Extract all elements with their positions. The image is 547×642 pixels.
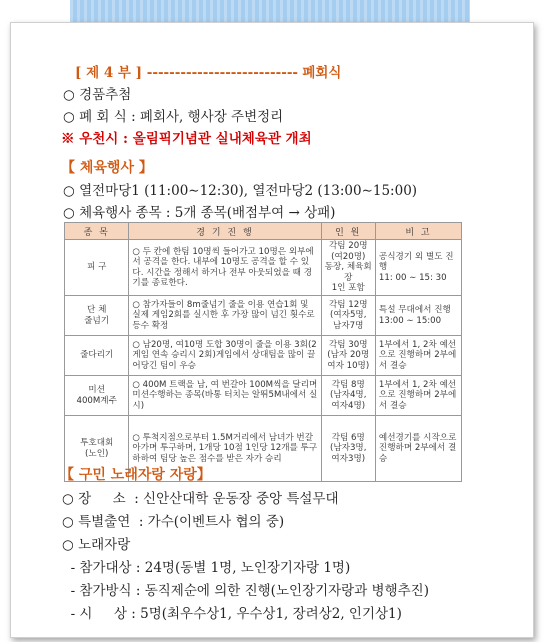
event-description: ○ 투척지점으로부터 1.5M거리에서 남녀가 번갈아가며 투구하며, 1개당 10점 1인당 12개를 투구하하여 팀당 높은 점수를 받은 자가 승리 (129, 416, 321, 482)
event-people: 각팀 30명 (남자 20명 여자 10명) (321, 336, 375, 376)
column-header: 경 기 진 행 (129, 223, 321, 240)
singing-item: ○ 특별출연 : 가수(이벤트사 협의 중) (62, 514, 285, 530)
event-name: 줄다리기 (65, 336, 129, 376)
event-description: ○ 남20명, 여10명 도합 30명이 줄을 이용 3회(2게임 연속 승리시 2회)게임에서 상대팀을 많이 끌어당긴 팀이 우승 (129, 336, 321, 376)
table-row (65, 336, 462, 376)
part4-header-bracket: [ 제 4 부 ] (75, 65, 147, 81)
singing-subitem: - 참가방식 : 동직제순에 의한 진행(노인장기자랑과 병행추진) (62, 583, 429, 599)
event-people: 각팀 20명 (여20명) 동장, 체육회장 1인 포함 (321, 240, 375, 296)
singing-subitem: - 참가대상 : 24명(동별 1명, 노인장기자랑 1명) (62, 560, 351, 576)
singing-item: ○ 노래자랑 (62, 537, 131, 553)
singing-item: ○ 장 소 : 신안산대학 운동장 중앙 특설무대 (62, 491, 339, 507)
event-note: 예선경기를 시작으로 진행하며 2부에서 결승 (375, 416, 461, 482)
column-header: 비 고 (375, 223, 461, 240)
column-header: 인 원 (321, 223, 375, 240)
table-header-row (65, 223, 462, 240)
events-table (64, 222, 462, 482)
event-name: 미션 400M계주 (65, 376, 129, 416)
event-people: 각팀 8명 (남자4명, 여자4명) (321, 376, 375, 416)
event-note: 1부에서 1, 2차 예선으로 진행하며 2부에서 결승 (375, 336, 461, 376)
sports-item: ○ 열전마당1 (11:00∼12:30), 열전마당2 (13:00∼15:00) (63, 183, 418, 199)
event-description: ○ 참가자들이 8m줄넘기 줄을 이용 연습1회 및 실제 게임2회를 실시한 후 가장 많이 넘긴 횟수로 등수 확정 (129, 296, 321, 336)
event-name: 투호대회 (노인) (65, 416, 129, 482)
event-note: 특설 무대에서 진행 13:00 ∼ 15:00 (375, 296, 461, 336)
event-people: 각팀 6명 (남자3명, 여자3명) (321, 416, 375, 482)
event-name: 단 체 줄넘기 (65, 296, 129, 336)
event-people: 각팀 12명 (여자5명, 남자7명 (321, 296, 375, 336)
part4-header (75, 61, 341, 81)
table-row (65, 376, 462, 416)
event-name: 피 구 (65, 240, 129, 296)
part4-item: ○ 폐 회 식 : 폐회사, 행사장 주변정리 (63, 109, 284, 125)
column-header: 종 목 (65, 223, 129, 240)
event-description: ○ 두 칸에 한팀 10명씩 들어가고 10명은 외부에서 공격을 한다. 내부에 10명도 공격을 할 수 있다. 시간을 정해서 하거나 전부 아웃되었을 때 경기를 종료한다. (129, 240, 321, 296)
part4-item: ○ 경품추첨 (63, 87, 132, 103)
table-row (65, 296, 462, 336)
event-description: ○ 400M 트랙을 남, 여 번갈아 100M씩을 달리며 미션수행하는 종목(바통 터치는 알뛰5M내에서 실시) (129, 376, 321, 416)
part4-header-dashes: --------------------------- (146, 65, 299, 81)
sports-item: ○ 체육행사 종목 : 5개 종목(배점부여 → 상패) (63, 205, 336, 221)
table-row (65, 240, 462, 296)
singing-subitem: - 시 상 : 5명(최우수상1, 우수상1, 장려상2, 인기상1) (62, 606, 402, 622)
singing-section-title: 【 구민 노래자랑 자랑】 (60, 467, 211, 483)
event-note: 공식경기 외 별도 진행 11: 00 ∼ 15: 30 (375, 240, 461, 296)
sports-section-title: 【 체육행사 】 (61, 160, 153, 176)
part4-header-right: 폐회식 (302, 65, 342, 81)
event-note: 1부에서 1, 2차 예선으로 진행하며 2부에서 결승 (375, 376, 461, 416)
rain-note: ※ 우천시 : 올림픽기념관 실내체육관 개최 (61, 131, 312, 147)
